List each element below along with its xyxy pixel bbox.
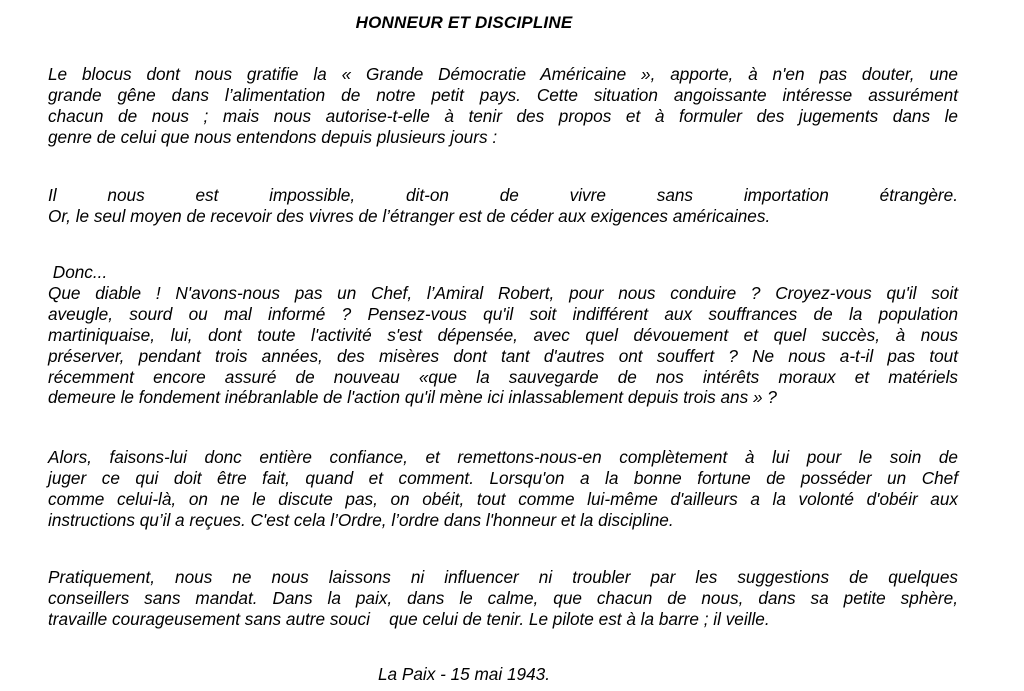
text-line: aveugle, sourd ou mal informé ? Pensez-vous qu'il soit indifférent aux souffrances de la population [48,303,958,324]
text-line: Pratiquement, nous ne nous laissons ni influencer ni troubler par les suggestions de quelques [48,567,958,587]
text-line: travaille courageusement sans autre souci que celui de tenir. Le pilote est à la barre ; il veille. [48,608,770,629]
paragraph-1 [48,64,958,148]
paragraph-5 [48,567,958,630]
text-line: chacun de nous ; mais nous autorise-t-elle à tenir des propos et à formuler des jugements dans le [48,105,958,126]
paragraph-4 [48,447,958,531]
signature-line: La Paix - 15 mai 1943. [378,664,550,684]
text-line: préserver, pendant trois années, des misères dont tant d'autres ont souffert ? Ne nous a-t-il pas tout [48,345,958,366]
text-line: Le blocus dont nous gratifie la « Grande Démocratie Américaine », apporte, à n'en pas douter, une [48,64,958,84]
text-line: genre de celui que nous entendons depuis plusieurs jours : [48,126,498,147]
text-line: instructions qu’il a reçues. C'est cela l’Ordre, l’ordre dans l'honneur et la discipline. [48,509,674,530]
text-line: demeure le fondement inébranlable de l'action qu'il mène ici inlassablement depuis trois ans » ? [48,387,777,408]
text-line: récemment encore assuré de nouveau «que la sauvegarde de nos intérêts moraux et matériels [48,366,958,387]
paragraph-2 [48,185,958,227]
document-title: HONNEUR ET DISCIPLINE [355,13,573,32]
text-line: Alors, faisons-lui donc entière confiance, et remettons-nous-en complètement à lui pour le soin de [48,447,958,467]
text-line: juger ce qui doit être fait, quand et comment. Lorsqu'on a la bonne fortune de posséder un Chef [48,467,958,488]
text-line: Or, le seul moyen de recevoir des vivres de l’étranger est de céder aux exigences américaines. [48,205,771,226]
text-line: Donc... [48,262,108,282]
text-line: martiniquaise, lui, dont toute l'activité s'est dépensée, avec quel dévouement et quel succès, à nous [48,324,958,345]
text-line: grande gêne dans l’alimentation de notre petit pays. Cette situation angoissante intéresse assurément [48,84,958,105]
text-line: Que diable ! N'avons-nous pas un Chef, l’Amiral Robert, pour nous conduire ? Croyez-vous qu'il soit [48,282,958,303]
paragraph-3 [48,262,958,408]
text-line: conseillers sans mandat. Dans la paix, dans le calme, que chacun de nous, dans sa petite sphère, [48,587,958,608]
text-line: comme celui-là, on ne le discute pas, on obéit, tout comme lui-même d'ailleurs a la volonté d'obéir aux [48,488,958,509]
text-line: Il nous est impossible, dit-on de vivre sans importation étrangère. [48,185,958,205]
